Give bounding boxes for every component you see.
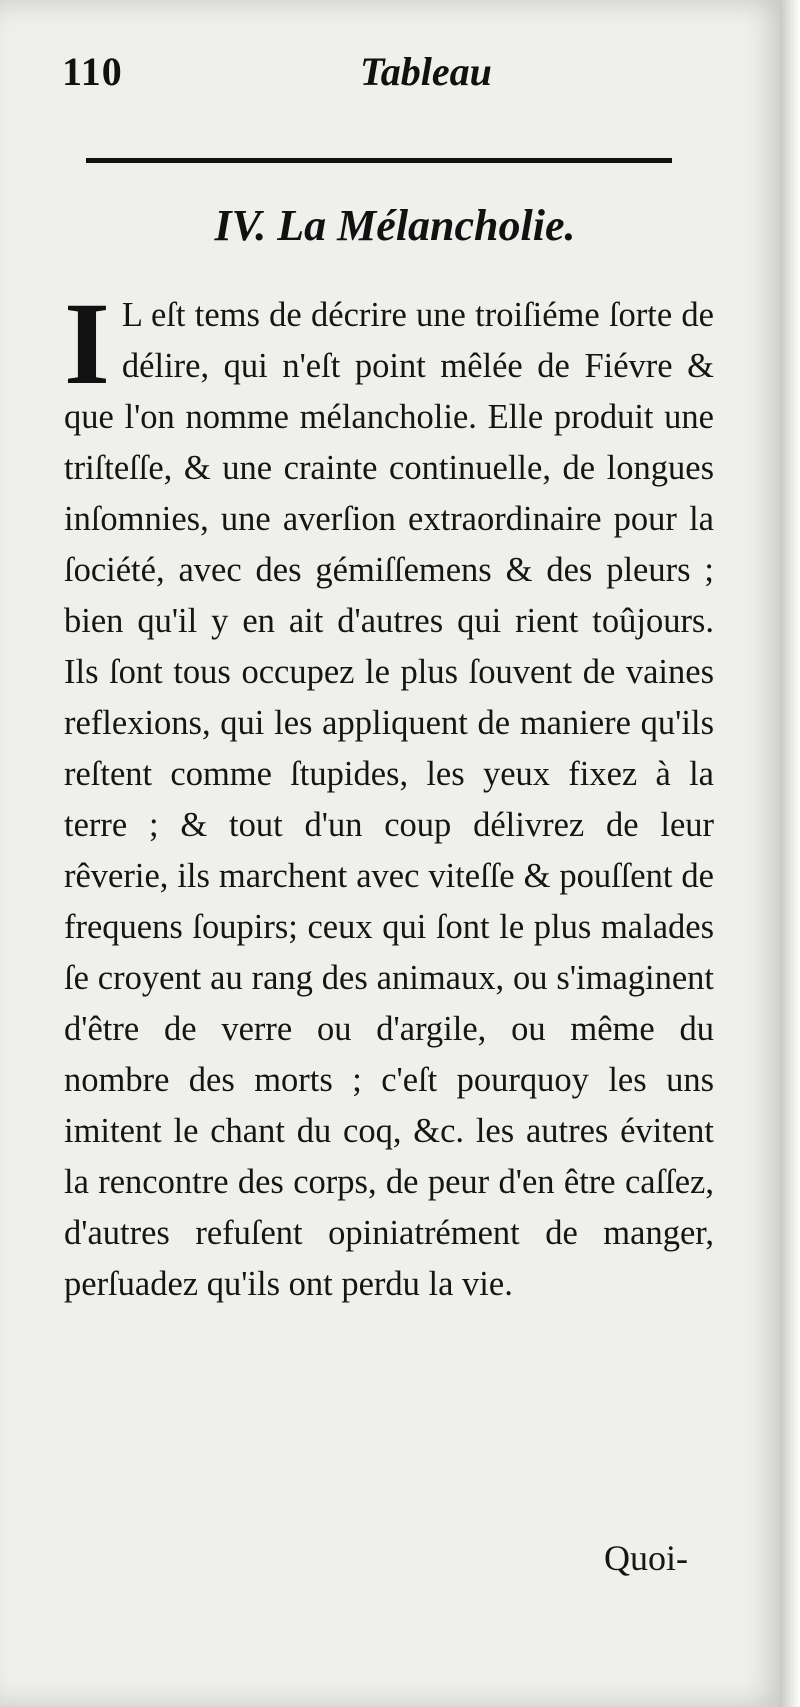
- header-rule: [86, 158, 672, 163]
- running-title: Tableau: [360, 49, 492, 94]
- section-title: IV. La Mélancholie.: [214, 201, 576, 250]
- page-number: 110: [62, 49, 123, 94]
- running-head: [62, 48, 672, 108]
- catchword: Quoi-: [604, 1538, 688, 1578]
- drop-cap: I: [64, 278, 110, 409]
- paragraph-text: L eſt tems de décrire une troiſiéme ſorte de délire, qui n'eſt point mêlée de Fiévre & que l'on nomme mélancholie. Elle produit une triſteſſe, & une crainte continuelle, de longues inſomnies, une averſion extraordinaire pour la ſociété, avec des gémiſſemens & des pleurs ; bien qu'il y en ait d'autres qui rient toûjours. Ils ſont tous occupez le plus ſouvent de vaines reflexions, qui les appliquent de maniere qu'ils reſtent comme ſtupides, les yeux fixez à la terre ; & tout d'un coup délivrez de leur rêverie, ils marchent avec viteſſe & pouſſent de frequens ſoupirs; ceux qui ſont le plus malades ſe croyent au rang des animaux, ou s'imaginent d'être de verre ou d'argile, ou même du nombre des morts ; c'eſt pourquoy les uns imitent le chant du coq, &c. les autres évitent la rencontre des corps, de peur d'en être caſſez, d'autres refuſent opiniatrément de manger, perſuadez qu'ils ont perdu la vie.: [64, 296, 714, 1303]
- page-edge: [780, 0, 800, 1707]
- body-paragraph: [64, 278, 714, 1310]
